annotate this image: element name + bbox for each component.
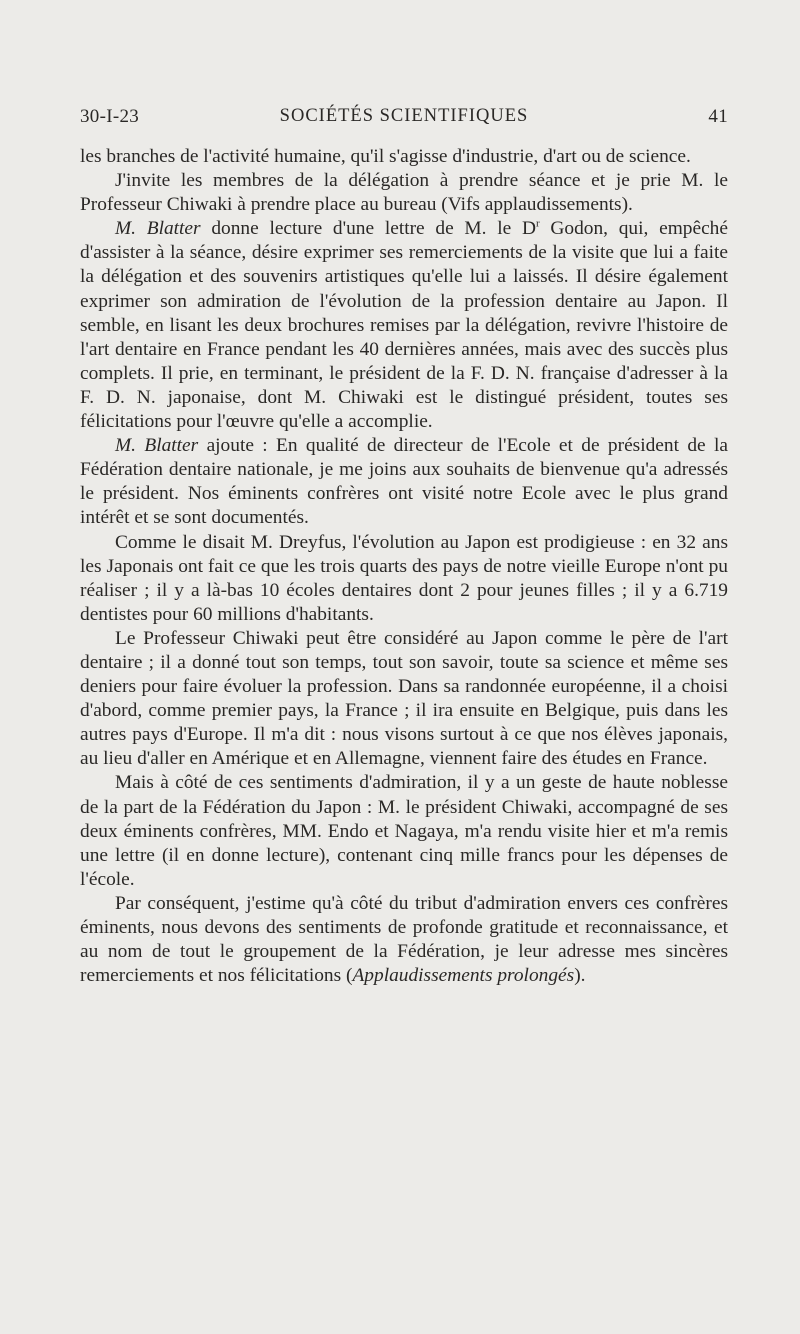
text-run: J'invite les membres de la délégation à prendre séance et je prie M. le Professeur Chiwaki à prendre place au bureau (Vifs applaudissements). <box>80 170 728 216</box>
paragraph <box>80 531 728 627</box>
header-date: 30-I-23 <box>80 106 140 127</box>
text-run: M. <box>115 435 145 457</box>
text-run: donne lecture d'une lettre de M. le D <box>200 218 536 240</box>
text-run: ajoute : En qualité de directeur de l'Ecole et de président de la Fédération dentaire nationale, je me joins aux souhaits de bienvenue qu'a adressés le président. Nos éminents confrères ont visité notre Ecole avec le plus grand intérêt et se sont documentés. <box>80 435 728 529</box>
text-run: ). <box>574 965 586 987</box>
running-header <box>80 106 728 136</box>
paragraph <box>80 627 728 772</box>
text-run: Mais à côté de ces sentiments d'admiration, il y a un geste de haute noblesse de la part de la Fédération du Japon : M. le président Chiwaki, accompagné de ses deux éminents confrères, MM. Endo et Nagaya, m'a rendu visite hier et m'a remis une lettre (il en donne lecture), contenant cinq mille francs pour les dépenses de l'école. <box>80 772 728 890</box>
text-run: Blatter <box>144 435 199 457</box>
text-run: Godon, qui, empêché d'assister à la séance, désire exprimer ses remerciements de la visite que lui a faite la délégation et des souvenirs artistiques qu'elle lui a laissés. Il désire également exprimer son admiration de l'évolution de la profession dentaire au Japon. Il semble, en lisant les deux brochures remises par la délégation, revivre l'histoire de l'art dentaire en France pendant les 40 dernières années, mais avec des succès plus complets. Il prie, en terminant, le président de la F. D. N. française d'adresser à la F. D. N. japonaise, dont M. Chiwaki est le distingué président, toutes ses félicitations pour l'œuvre qu'elle a accomplie. <box>80 218 728 433</box>
text-run: Blatter <box>146 218 201 240</box>
paragraph <box>80 145 728 169</box>
page-number: 41 <box>708 106 728 127</box>
text-run: Applaudissements prolongés <box>352 965 575 987</box>
header-title: SOCIÉTÉS SCIENTIFIQUES <box>279 106 529 126</box>
text-run: Comme le disait M. Dreyfus, l'évolution au Japon est prodigieuse : en 32 ans les Japonais ont fait ce que les trois quarts des pays de notre vieille Europe n'ont pu réaliser ; il y a là-bas 10 écoles dentaires dont 2 pour jeunes filles ; il y a 6.719 dentistes pour 60 millions d'habitants. <box>80 531 728 625</box>
superscript: r <box>535 217 540 230</box>
paragraph <box>80 217 728 434</box>
text-run: M. <box>115 218 147 240</box>
text-run: Par conséquent, j'estime qu'à côté du tribut d'admiration envers ces confrères éminents, nous devons des sentiments de profonde gratitude et reconnaissance, et au nom de tout le groupement de la Fédération, je leur adresse mes sincères remerciements et nos félicitations ( <box>80 892 728 987</box>
text-run: les branches de l'activité humaine, qu'il s'agisse d'industrie, d'art ou de science. <box>80 146 691 167</box>
text-run: Le Professeur Chiwaki peut être considéré au Japon comme le père de l'art dentaire ; il a donné tout son temps, tout son savoir, toute sa science et même ses deniers pour faire évoluer la profession. Dans sa randonnée européenne, il a choisi d'abord, comme premier pays, la France ; il ira ensuite en Belgique, puis dans les autres pays d'Europe. Il m'a dit : nous visons surtout à ce que nos élèves japonais, au lieu d'aller en Amérique et en Allemagne, viennent faire des études en France. <box>80 627 728 770</box>
body-text <box>80 145 728 988</box>
paragraph <box>80 169 728 217</box>
paragraph <box>80 771 728 891</box>
paragraph <box>80 434 728 530</box>
paragraph <box>80 892 728 988</box>
